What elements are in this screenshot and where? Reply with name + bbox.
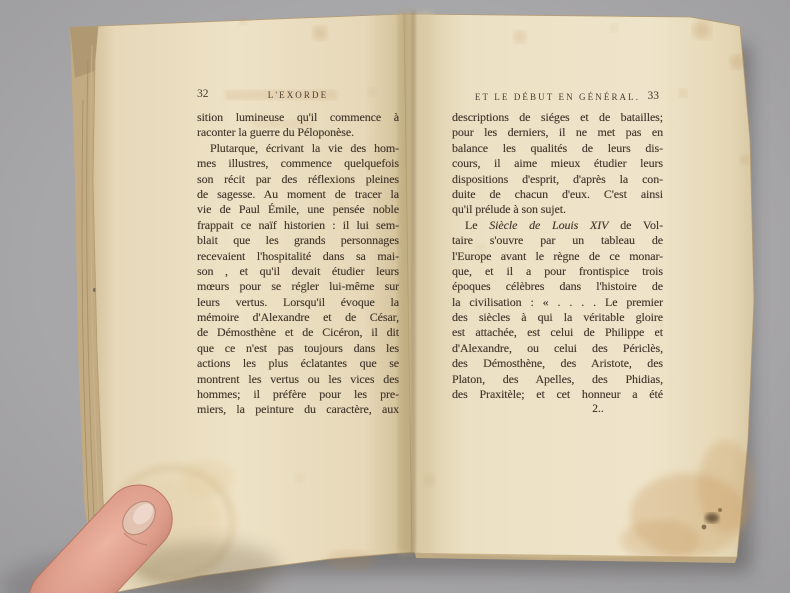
text-line: que, et il a pour frontispice trois (452, 263, 663, 278)
text-line: descriptions de siéges et de batailles; (452, 110, 663, 124)
text-line: d'Alexandre, ou celui des Périclès, (452, 340, 663, 355)
text-line: qu'il prélude à son sujet. (452, 202, 566, 217)
left-page-number: 32 (197, 88, 209, 100)
gutter-shading (398, 12, 433, 554)
text-line: Platon, des Apelles, des Phidias, (452, 371, 663, 386)
left-running-title: L'EXORDE (267, 90, 329, 100)
text-segment: Le (465, 217, 490, 232)
right-running-title: ET LE DÉBUT EN GÉNÉRAL. (474, 92, 641, 102)
text-line: époques célèbres dans l'histoire de (452, 279, 663, 294)
text-line: son , et qu'il devait étudier leurs (197, 263, 399, 278)
text-line: hommes; il préfère pour les pre- (197, 387, 399, 402)
text-line: la civilisation : « . . . . Le premier (452, 294, 663, 309)
text-segment: de Vol- (608, 217, 663, 232)
right-page-number: 33 (647, 90, 659, 102)
left-page-text-block (197, 110, 399, 418)
signature-mark: 2.. (592, 403, 604, 415)
text-line: est attachée, est celui de Philippe et (452, 325, 663, 340)
text-line: mes illustres, commence quelquefois (197, 156, 399, 171)
text-line: mémoire d'Alexandre et de César, (197, 310, 399, 325)
right-page-text-block (452, 110, 663, 402)
text-line: recevaient l'hospitalité dans sa mai- (197, 248, 399, 263)
text-line: de sagesse. Au moment de tracer la (197, 186, 399, 201)
left-running-head (197, 88, 399, 101)
text-line: vie de Paul Émile, une pensée noble (197, 202, 399, 217)
text-line: l'Europe avant le règne de ce monar- (452, 248, 663, 263)
text-line: taire s'ouvre par un tableau de (452, 233, 663, 248)
text-line: pour les derniers, il ne met pas en (452, 125, 663, 140)
text-line: dispositions d'esprit, d'après la con- (452, 171, 663, 186)
book-title-italic: Siècle de Louis XIV (489, 217, 609, 232)
text-line: de Démosthène et de Cicéron, il dit (197, 325, 399, 340)
text-line: des Démosthène, des Aristote, des (452, 356, 663, 371)
text-line: Plutarque, écrivant la vie des hom- (210, 140, 399, 155)
text-line: miers, la peinture du caractère, aux (197, 402, 399, 417)
text-line: sition lumineuse qu'il commence à (197, 110, 399, 124)
text-line: montrent les vertus ou les vices des (197, 371, 399, 386)
text-line: raconter la guerre du Péloponèse. (197, 125, 354, 140)
text-line: blait que les grands personnages (197, 233, 399, 248)
text-line: que ce n'est pas toujours dans les (197, 340, 399, 355)
text-line: son récit par des réflexions pleines (197, 171, 399, 186)
text-line: leurs vertus. Lorsqu'il évoque la (197, 294, 399, 309)
text-line: cours, il aime mieux étudier leurs (452, 156, 663, 171)
text-line-with-italic-title (452, 218, 663, 233)
text-line: balance les qualités de leurs dis- (452, 140, 663, 155)
right-running-head (452, 90, 663, 103)
text-line: frappait ce naïf historien : il lui sem- (197, 217, 399, 232)
text-line: actions les plus éclatantes que se (197, 356, 399, 371)
text-line: duite de chacun d'eux. C'est ainsi (452, 186, 663, 201)
text-line: des siècles à qui la véritable gloire (452, 310, 663, 325)
text-line: mœurs pour se régler lui-même sur (197, 279, 399, 294)
text-line: des Praxitèle; et cet honneur a été (452, 387, 663, 402)
